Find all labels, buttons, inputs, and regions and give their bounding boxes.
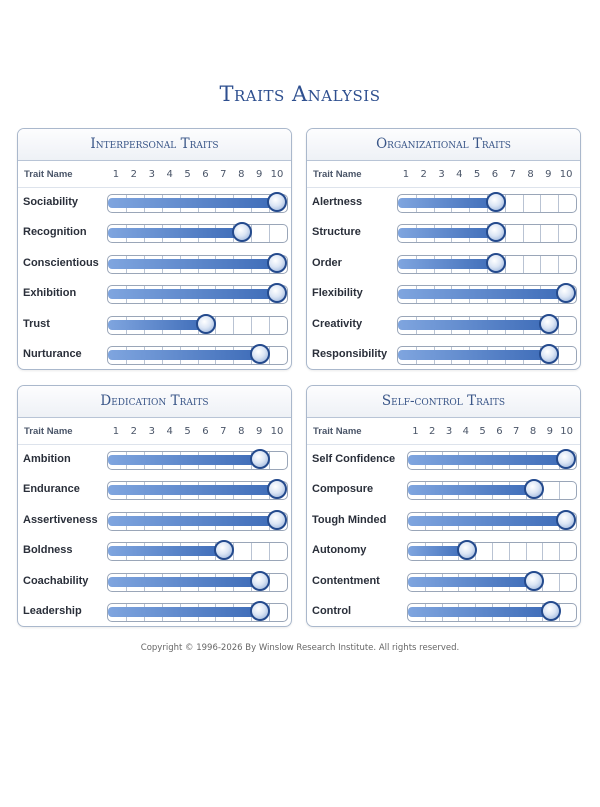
slider-fill [108, 485, 277, 495]
slider-knob[interactable] [250, 449, 270, 469]
scale-label: 3 [438, 169, 445, 180]
trait-slider[interactable] [107, 481, 288, 500]
trait-row [18, 445, 291, 475]
trait-row [307, 475, 580, 505]
scale-label: 7 [220, 426, 227, 437]
scale-header [18, 161, 291, 188]
slider-knob[interactable] [539, 344, 559, 364]
slider-fill [398, 350, 549, 360]
scale-label: 6 [202, 426, 209, 437]
trait-slider[interactable] [407, 603, 577, 622]
trait-label: Boldness [23, 544, 73, 557]
scale-label: 8 [529, 426, 537, 437]
trait-slider[interactable] [397, 224, 577, 243]
slider-tick [540, 256, 541, 273]
scale-label: 2 [429, 426, 436, 437]
trait-slider[interactable] [397, 316, 577, 335]
slider-tick [523, 225, 524, 242]
panel-dedication-traits [17, 385, 292, 627]
trait-label: Self Confidence [312, 453, 396, 465]
slider-fill [108, 320, 206, 330]
slider-tick [269, 317, 270, 334]
scale-label: 3 [148, 426, 155, 437]
slider-knob[interactable] [267, 192, 287, 212]
scale-header [307, 161, 580, 188]
panel-title: Interpersonal Traits [18, 129, 291, 161]
trait-row [18, 188, 291, 218]
page-title: Traits Analysis [219, 82, 381, 106]
scale-label: 10 [560, 426, 573, 437]
scale-label: 6 [202, 169, 209, 180]
trait-slider[interactable] [397, 285, 577, 304]
trait-row [18, 218, 291, 248]
slider-fill [398, 289, 566, 299]
slider-knob[interactable] [556, 449, 576, 469]
slider-knob[interactable] [457, 540, 477, 560]
trait-row [307, 445, 580, 475]
trait-slider[interactable] [407, 451, 577, 470]
trait-slider[interactable] [397, 346, 577, 365]
scale-label: 1 [412, 426, 419, 437]
trait-label: Coachability [23, 574, 89, 587]
trait-slider[interactable] [107, 255, 288, 274]
slider-tick [233, 317, 234, 334]
scale-label: 2 [130, 169, 138, 180]
scale-label: 5 [479, 426, 486, 437]
trait-row [307, 188, 580, 218]
scale-header [307, 418, 580, 445]
slider-tick [523, 195, 524, 212]
trait-row [18, 475, 291, 505]
trait-label: Exhibition [23, 287, 77, 300]
slider-tick [540, 195, 541, 212]
slider-fill [408, 516, 566, 526]
scale-label: 2 [130, 426, 138, 437]
trait-label: Trust [23, 317, 50, 330]
scale-label: 10 [270, 426, 284, 437]
slider-tick [558, 225, 559, 242]
trait-slider[interactable] [397, 194, 577, 213]
trait-label: Control [312, 604, 352, 617]
scale-label: 1 [112, 426, 120, 437]
slider-tick [492, 543, 493, 560]
scale-label: 9 [255, 426, 263, 437]
slider-knob[interactable] [250, 601, 270, 621]
slider-knob[interactable] [250, 571, 270, 591]
trait-label: Sociability [23, 196, 79, 208]
trait-row [307, 567, 580, 597]
trait-slider[interactable] [107, 346, 288, 365]
slider-fill [108, 577, 260, 587]
trait-slider[interactable] [407, 573, 577, 592]
trait-row [18, 567, 291, 597]
trait-row [18, 597, 291, 627]
trait-label: Ambition [23, 453, 71, 465]
trait-slider[interactable] [107, 316, 288, 335]
scale-label: 4 [166, 169, 173, 180]
trait-row [307, 249, 580, 279]
scale-label: 4 [166, 426, 173, 437]
slider-knob[interactable] [486, 253, 506, 273]
trait-name-header: Trait Name [24, 169, 73, 180]
slider-fill [108, 516, 277, 526]
slider-fill [398, 320, 549, 330]
trait-name-header: Trait Name [313, 169, 362, 180]
trait-row [18, 340, 291, 370]
trait-row [18, 249, 291, 279]
trait-row [307, 279, 580, 309]
slider-fill [408, 577, 534, 587]
slider-fill [398, 228, 496, 238]
scale-label: 9 [545, 169, 552, 180]
slider-fill [108, 350, 260, 360]
trait-label: Leadership [23, 604, 82, 617]
slider-knob[interactable] [267, 510, 287, 530]
scale-label: 7 [509, 169, 516, 180]
trait-slider[interactable] [407, 542, 577, 561]
scale-label: 7 [220, 169, 227, 180]
scale-label: 10 [559, 169, 573, 180]
trait-row [307, 536, 580, 566]
scale-label: 1 [402, 169, 410, 180]
scale-label: 9 [546, 426, 553, 437]
scale-label: 5 [473, 169, 481, 180]
slider-knob[interactable] [267, 479, 287, 499]
slider-knob[interactable] [196, 314, 216, 334]
panel-interpersonal-traits [17, 128, 292, 370]
slider-fill [408, 485, 534, 495]
trait-label: Composure [312, 483, 374, 496]
slider-fill [108, 546, 224, 556]
trait-label: Flexibility [312, 287, 363, 300]
scale-label: 6 [496, 426, 503, 437]
trait-slider[interactable] [107, 542, 288, 561]
trait-slider[interactable] [107, 285, 288, 304]
panel-self-control-traits [306, 385, 581, 627]
trait-label: Recognition [23, 226, 87, 239]
trait-label: Assertiveness [23, 513, 98, 526]
slider-tick [269, 543, 270, 560]
slider-tick [269, 225, 270, 242]
slider-knob[interactable] [250, 344, 270, 364]
slider-fill [108, 607, 260, 617]
slider-fill [398, 259, 496, 269]
scale-label: 6 [491, 169, 499, 180]
slider-fill [108, 289, 277, 299]
slider-knob[interactable] [524, 571, 544, 591]
slider-fill [108, 455, 260, 465]
slider-tick [540, 225, 541, 242]
slider-knob[interactable] [556, 510, 576, 530]
trait-row [18, 536, 291, 566]
trait-label: Order [312, 256, 342, 269]
trait-label: Structure [312, 226, 361, 239]
trait-row [307, 506, 580, 536]
scale-label: 2 [420, 169, 427, 180]
scale-label: 3 [148, 169, 155, 180]
scale-label: 8 [238, 169, 245, 180]
trait-label: Contentment [312, 574, 380, 587]
slider-tick [542, 543, 543, 560]
panel-organizational-traits [306, 128, 581, 370]
trait-name-header: Trait Name [313, 426, 362, 437]
trait-slider[interactable] [107, 512, 288, 531]
scale-label: 1 [112, 169, 120, 180]
slider-tick [559, 482, 560, 499]
slider-tick [523, 256, 524, 273]
slider-fill [398, 198, 496, 208]
scale-label: 4 [462, 426, 469, 437]
scale-label: 8 [527, 169, 534, 180]
scale-label: 5 [184, 169, 191, 180]
slider-tick [559, 543, 560, 560]
trait-slider[interactable] [107, 451, 288, 470]
slider-knob[interactable] [267, 283, 287, 303]
slider-tick [509, 543, 510, 560]
slider-tick [558, 256, 559, 273]
slider-tick [526, 543, 527, 560]
scale-header [18, 418, 291, 445]
trait-slider[interactable] [407, 481, 577, 500]
slider-fill [408, 607, 551, 617]
scale-label: 8 [238, 426, 245, 437]
scale-label: 7 [513, 426, 520, 437]
slider-knob[interactable] [539, 314, 559, 334]
slider-fill [108, 259, 277, 269]
slider-tick [559, 574, 560, 591]
trait-label: Tough Minded [312, 513, 387, 526]
trait-label: Autonomy [312, 544, 367, 557]
slider-knob[interactable] [556, 283, 576, 303]
trait-slider[interactable] [107, 573, 288, 592]
slider-tick [251, 317, 252, 334]
trait-slider[interactable] [107, 603, 288, 622]
trait-row [18, 279, 291, 309]
scale-label: 5 [184, 426, 191, 437]
slider-knob[interactable] [232, 222, 252, 242]
slider-knob[interactable] [486, 192, 506, 212]
trait-slider[interactable] [397, 255, 577, 274]
trait-row [18, 506, 291, 536]
slider-tick [558, 195, 559, 212]
trait-slider[interactable] [407, 512, 577, 531]
scale-label: 10 [270, 169, 284, 180]
scale-label: 3 [445, 426, 453, 437]
scale-label: 9 [255, 169, 263, 180]
slider-knob[interactable] [541, 601, 561, 621]
slider-tick [251, 543, 252, 560]
copyright: Copyright © 1996-2026 By Winslow Research Institute. All rights reserved. [140, 643, 460, 653]
trait-row [307, 310, 580, 340]
slider-fill [108, 228, 242, 238]
panel-title: Dedication Traits [18, 386, 291, 418]
trait-slider[interactable] [107, 194, 288, 213]
panel-title: Organizational Traits [307, 129, 580, 161]
slider-knob[interactable] [214, 540, 234, 560]
trait-label: Alertness [312, 196, 363, 208]
trait-label: Creativity [312, 317, 363, 330]
slider-knob[interactable] [486, 222, 506, 242]
trait-slider[interactable] [107, 224, 288, 243]
scale-label: 4 [456, 169, 463, 180]
trait-label: Nurturance [23, 347, 82, 360]
panel-title: Self-control Traits [307, 386, 580, 418]
trait-label: Conscientious [23, 256, 99, 269]
trait-row [307, 597, 580, 627]
slider-fill [408, 455, 566, 465]
trait-row [307, 218, 580, 248]
trait-row [307, 340, 580, 370]
trait-label: Responsibility [312, 347, 388, 360]
trait-label: Endurance [23, 483, 80, 496]
slider-knob[interactable] [524, 479, 544, 499]
slider-fill [108, 198, 277, 208]
trait-name-header: Trait Name [24, 426, 73, 437]
trait-row [18, 310, 291, 340]
slider-knob[interactable] [267, 253, 287, 273]
